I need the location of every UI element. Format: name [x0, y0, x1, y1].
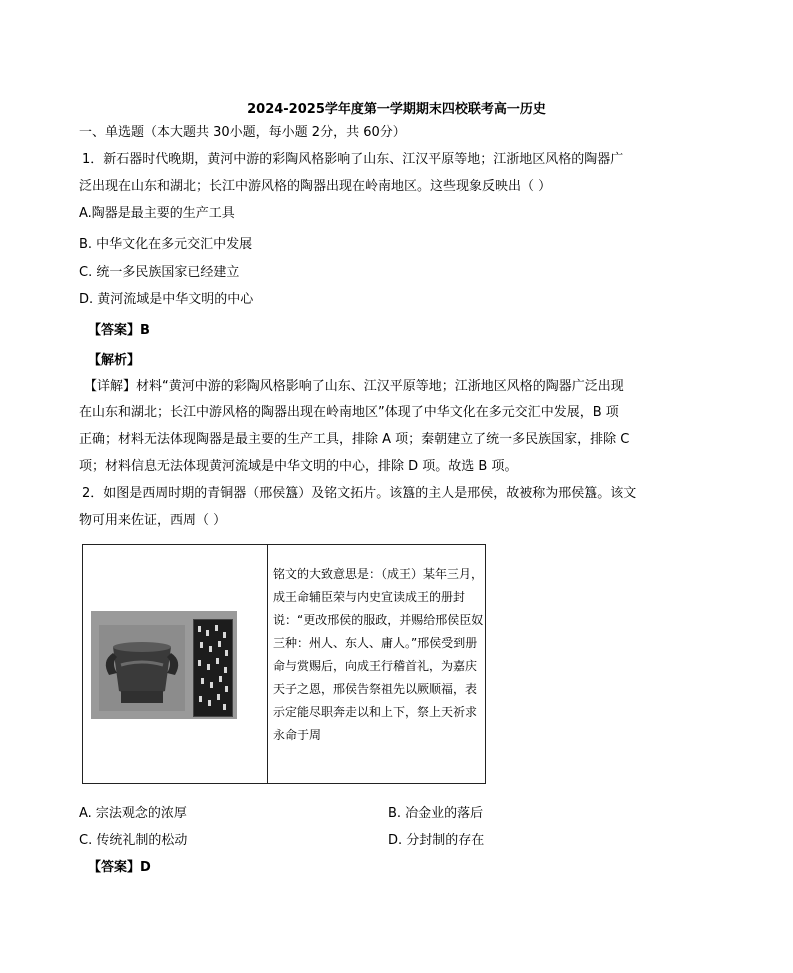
inscription-line: 天子之恩，邢侯告祭祖先以厥顺福，表: [273, 682, 478, 696]
inscription-text-cell: [273, 563, 485, 747]
q2-stem-line-2: 物可用来佐证，西周（ ）: [79, 513, 227, 528]
q2-stem-line-1: 2．如图是西周时期的青铜器（邢侯簋）及铭文拓片。该簋的主人是邢侯，故被称为邢侯簋。该文: [82, 486, 637, 501]
q1-analysis-label: 【解析】: [88, 353, 141, 368]
q1-option-c: C. 统一多民族国家已经建立: [79, 265, 240, 280]
q1-option-d: D. 黄河流域是中华文明的中心: [79, 292, 254, 307]
q1-answer: 【答案】B: [88, 323, 150, 338]
inscription-line: 说：“更改邢侯的服政，并赐给邢侯臣奴: [273, 613, 484, 627]
inscription-line: 永命于周: [273, 728, 322, 742]
q1-option-a: A.陶器是最主要的生产工具: [79, 206, 235, 221]
q2-option-b: B. 冶金业的落后: [388, 806, 484, 821]
q1-detail-line-2: 在山东和湖北；长江中游风格的陶器出现在岭南地区”体现了中华文化在多元交汇中发展，B 项: [79, 405, 619, 420]
q1-detail-line-1: 【详解】材料“黄河中游的彩陶风格影响了山东、江汉平原等地；江浙地区风格的陶器广泛出现: [84, 379, 624, 394]
q2-option-c: C. 传统礼制的松动: [79, 833, 188, 848]
q2-answer: 【答案】D: [88, 860, 151, 875]
q1-detail-line-4: 项；材料信息无法体现黄河流域是中华文明的中心，排除 D 项。故选 B 项。: [79, 459, 518, 474]
q1-stem-line-2: 泛出现在山东和湖北；长江中游风格的陶器出现在岭南地区。这些现象反映出（ ）: [79, 179, 552, 194]
q1-option-b: B. 中华文化在多元交汇中发展: [79, 237, 253, 252]
bronze-gui-vessel-icon: [99, 625, 185, 711]
q2-figure-table: [82, 544, 486, 784]
page-title: 2024-2025学年度第一学期期末四校联考高一历史: [247, 102, 546, 117]
figure-image-cell: [83, 545, 268, 783]
inscription-rubbing: [193, 619, 233, 717]
bronze-vessel-photo: [91, 611, 237, 719]
q2-option-a: A. 宗法观念的浓厚: [79, 806, 187, 821]
q2-option-d: D. 分封制的存在: [388, 833, 485, 848]
section-heading: 一、单选题（本大题共 30小题，每小题 2分，共 60分）: [79, 125, 406, 140]
inscription-line: 成王命辅臣荣与内史宣读成王的册封: [273, 590, 466, 604]
inscription-line: 三种：州人、东人、庸人。”邢侯受到册: [273, 636, 478, 650]
inscription-line: 示定能尽职奔走以和上下，祭上天祈求: [273, 705, 478, 719]
q1-detail-line-3: 正确；材料无法体现陶器是最主要的生产工具，排除 A 项；秦朝建立了统一多民族国家，排除 C: [79, 432, 630, 447]
q1-stem-line-1: 1．新石器时代晚期，黄河中游的彩陶风格影响了山东、江汉平原等地；江浙地区风格的陶器广: [82, 152, 624, 167]
inscription-line: 铭文的大致意思是：（成王）某年三月，: [273, 567, 484, 581]
inscription-line: 命与赏赐后，向成王行稽首礼，为嘉庆: [273, 659, 478, 673]
